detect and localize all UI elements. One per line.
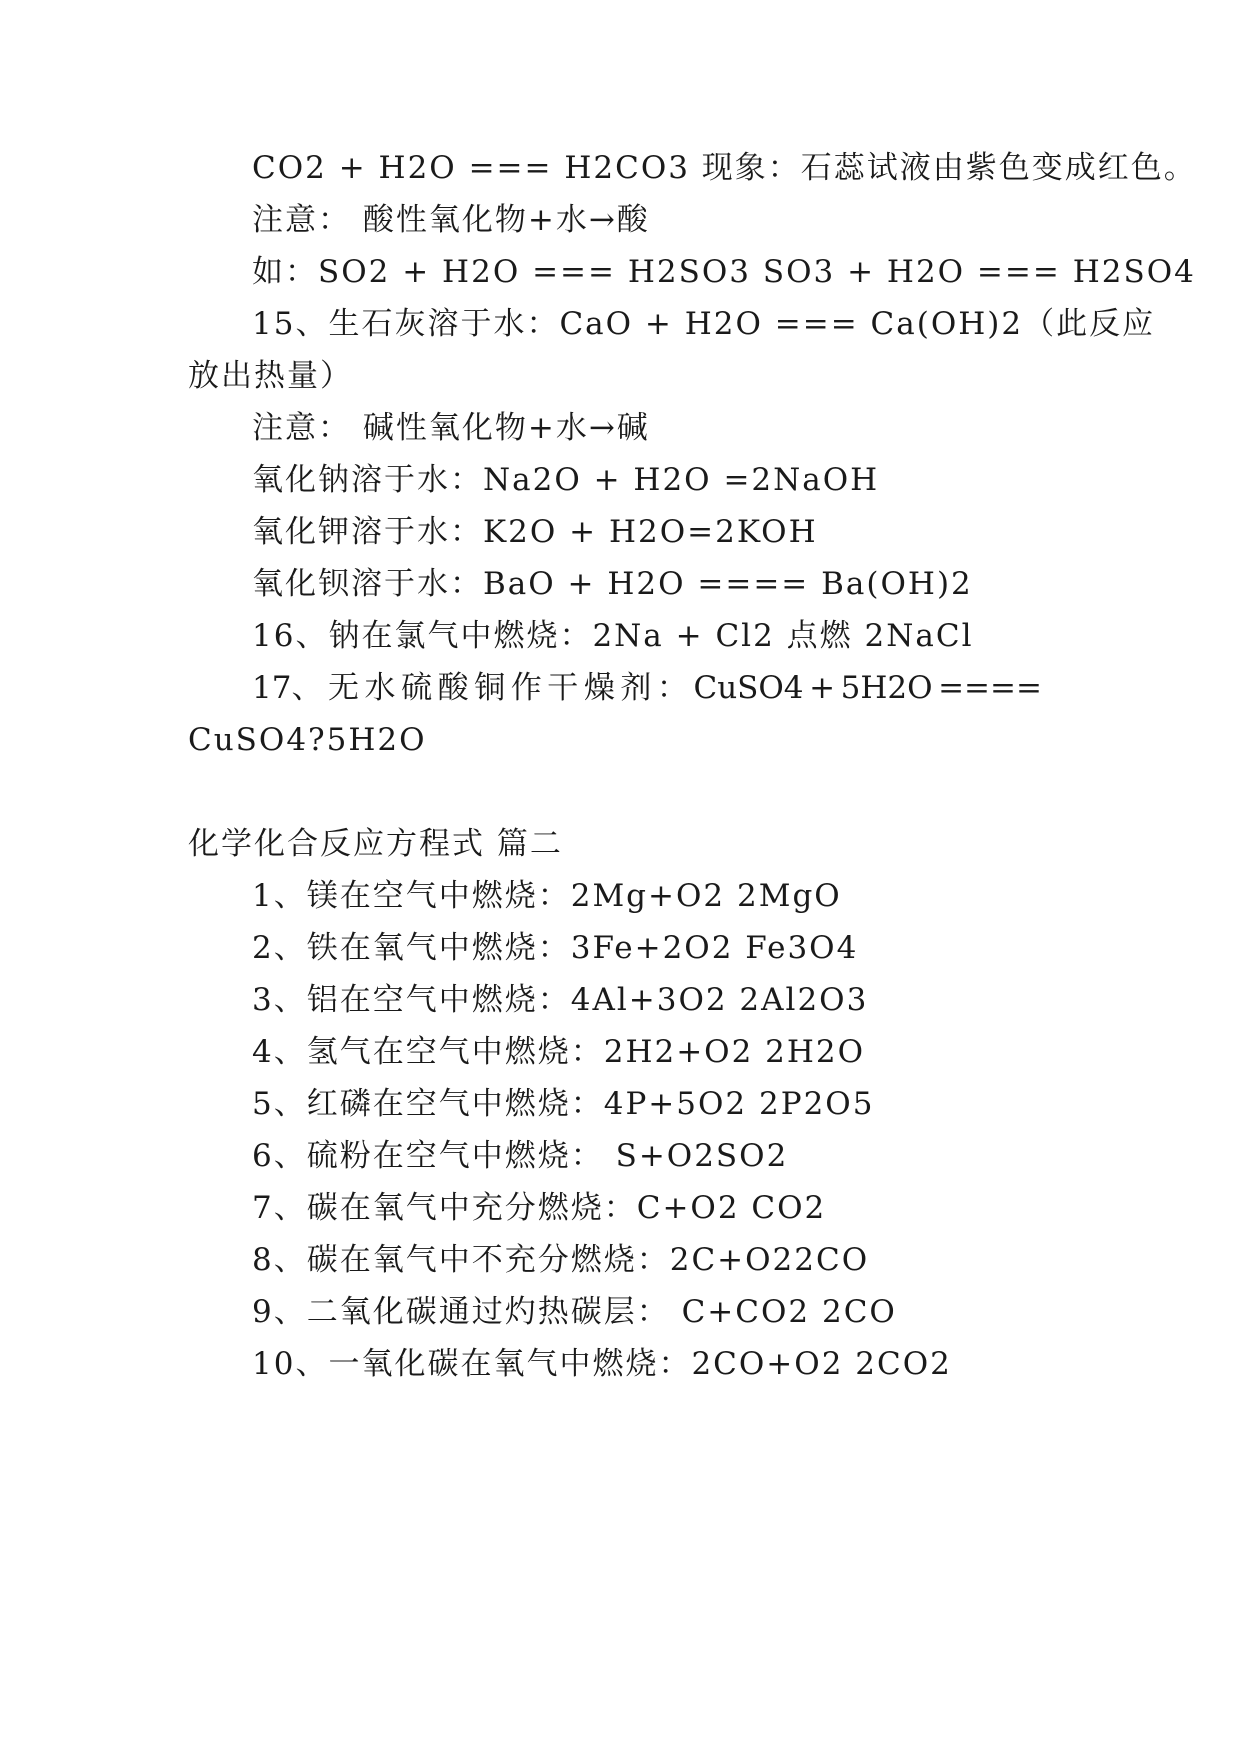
text-line: 15、生石灰溶于水：CaO + H2O === Ca(OH)2（此反应 bbox=[252, 306, 1156, 342]
list-item: 2、铁在氧气中燃烧：3Fe+2O2 Fe3O4 bbox=[252, 930, 859, 966]
text-line: CO2 + H2O === H2CO3 现象：石蕊试液由紫色变成红色。 bbox=[252, 150, 1197, 186]
list-item: 10、一氧化碳在氧气中燃烧：2CO+O2 2CO2 bbox=[252, 1346, 952, 1382]
list-item: 6、硫粉在空气中燃烧： S+O2SO2 bbox=[252, 1138, 789, 1174]
text-line: 氧化钠溶于水：Na2O + H2O =2NaOH bbox=[252, 462, 880, 498]
text-token: 5H2O bbox=[840, 670, 933, 706]
text-token: 干 bbox=[547, 670, 579, 706]
text-token: 硫 bbox=[401, 670, 433, 706]
text-line: 放出热量） bbox=[188, 358, 353, 394]
text-token: CuSO4 bbox=[693, 670, 804, 706]
text-line: 氧化钡溶于水：BaO + H2O ==== Ba(OH)2 bbox=[252, 566, 973, 602]
list-item: 3、铝在空气中燃烧：4Al+3O2 2Al2O3 bbox=[252, 982, 869, 1018]
list-item: 1、镁在空气中燃烧：2Mg+O2 2MgO bbox=[252, 878, 842, 914]
text-token: 作 bbox=[510, 670, 542, 706]
list-item: 5、红磷在空气中燃烧：4P+5O2 2P2O5 bbox=[252, 1086, 875, 1122]
text-token: 剂 bbox=[620, 670, 652, 706]
section-title: 化学化合反应方程式 篇二 bbox=[188, 826, 563, 862]
list-item: 7、碳在氧气中充分燃烧：C+O2 CO2 bbox=[252, 1190, 827, 1226]
text-token: 17、 bbox=[252, 670, 323, 706]
text-token: 酸 bbox=[437, 670, 469, 706]
text-line-justified bbox=[252, 670, 1042, 706]
text-line: 注意： 酸性氧化物+水→酸 bbox=[252, 202, 650, 238]
list-item: 9、二氧化碳通过灼热碳层： C+CO2 2CO bbox=[252, 1294, 897, 1330]
list-item: 8、碳在氧气中不充分燃烧：2C+O22CO bbox=[252, 1242, 870, 1278]
text-token: 无 bbox=[328, 670, 359, 706]
text-token: 铜 bbox=[474, 670, 506, 706]
list-item: 4、氢气在空气中燃烧：2H2+O2 2H2O bbox=[252, 1034, 866, 1070]
text-line: 注意： 碱性氧化物+水→碱 bbox=[252, 410, 650, 446]
text-token: ： bbox=[656, 670, 688, 706]
text-token: + bbox=[809, 670, 836, 706]
text-line: 16、钠在氯气中燃烧：2Na + Cl2 点燃 2NaCl bbox=[252, 618, 974, 654]
text-line: CuSO4?5H2O bbox=[188, 722, 427, 758]
text-line: 氧化钾溶于水：K2O + H2O=2KOH bbox=[252, 514, 818, 550]
text-line: 如：SO2 + H2O === H2SO3 SO3 + H2O === H2SO4 bbox=[252, 254, 1196, 290]
text-token: 燥 bbox=[583, 670, 615, 706]
text-token: 水 bbox=[364, 670, 396, 706]
text-token: ==== bbox=[938, 670, 1042, 706]
